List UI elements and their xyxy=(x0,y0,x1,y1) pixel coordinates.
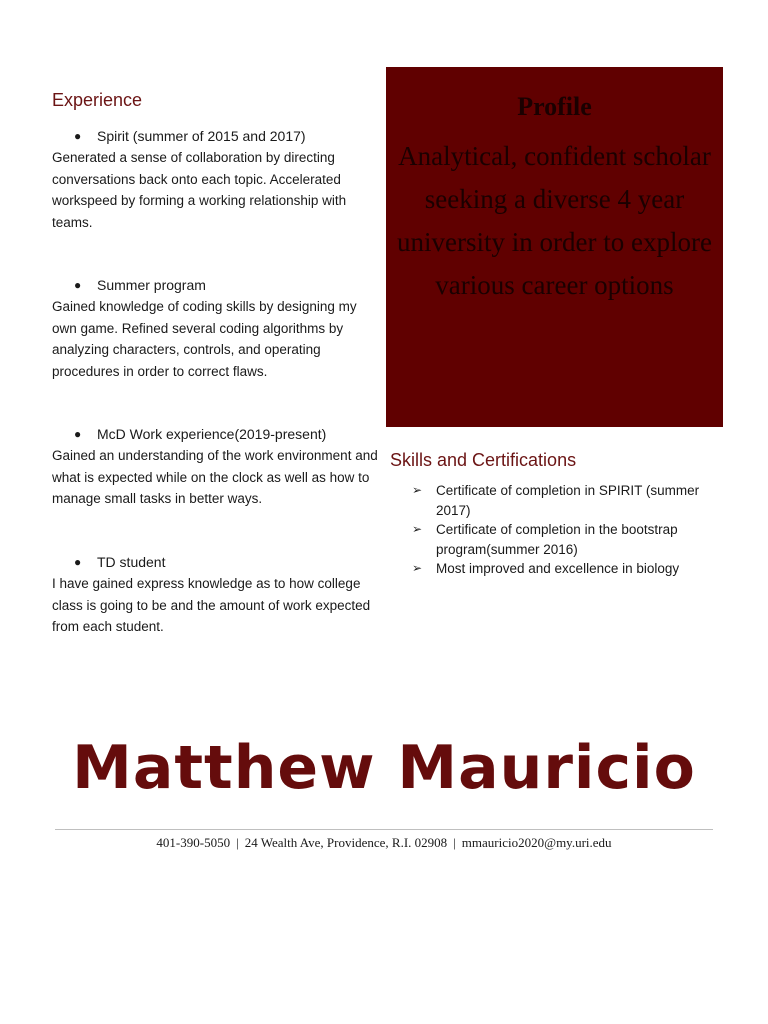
experience-item xyxy=(52,126,382,233)
experience-title: TD student xyxy=(97,554,166,570)
contact-separator: | xyxy=(236,835,239,850)
contact-phone: 401-390-5050 xyxy=(156,835,231,850)
profile-heading: Profile xyxy=(517,92,592,121)
bullet-dot-icon: ● xyxy=(74,555,82,569)
skill-item xyxy=(390,481,720,520)
experience-item xyxy=(52,552,382,638)
experience-title: Spirit (summer of 2015 and 2017) xyxy=(97,128,306,144)
experience-item xyxy=(52,424,382,510)
experience-description: I have gained express knowledge as to how college class is going to be and the amount of work expected from each student. xyxy=(52,576,371,634)
skill-text: Certificate of completion in SPIRIT (summer 2017) xyxy=(436,483,700,518)
divider-line xyxy=(55,829,713,830)
skill-item xyxy=(390,559,720,579)
experience-section xyxy=(52,90,382,634)
skill-text: Most improved and excellence in biology xyxy=(436,561,680,576)
skill-text: Certificate of completion in the bootstrap program(summer 2016) xyxy=(436,522,678,557)
experience-title: Summer program xyxy=(97,277,206,293)
experience-description: Gained knowledge of coding skills by designing my own game. Refined several coding algorithms by analyzing characters, controls, and operating procedures in order to correct flaws. xyxy=(52,299,357,379)
skills-list xyxy=(390,481,720,579)
arrow-bullet-icon: ➢ xyxy=(412,522,423,536)
profile-text: Analytical, confident scholar seeking a diverse 4 year university in order to explore various career options xyxy=(397,141,712,300)
skills-section xyxy=(390,450,720,579)
skills-heading: Skills and Certifications xyxy=(390,450,577,470)
bullet-dot-icon: ● xyxy=(74,278,82,292)
contact-email[interactable]: mmauricio2020@my.uri.edu xyxy=(461,835,612,850)
bullet-dot-icon: ● xyxy=(74,427,82,441)
experience-description: Gained an understanding of the work environment and what is expected while on the clock as well as how to manage small tasks in better ways. xyxy=(52,448,378,506)
experience-heading: Experience xyxy=(52,90,143,110)
candidate-name: Matthew Mauricio xyxy=(72,733,696,803)
arrow-bullet-icon: ➢ xyxy=(412,483,423,497)
contact-address: 24 Wealth Ave, Providence, R.I. 02908 xyxy=(244,835,448,850)
profile-box xyxy=(386,67,723,427)
skill-item xyxy=(390,520,720,559)
experience-description: Generated a sense of collaboration by directing conversations back onto each topic. Accelerated workspeed by forming a working relationship with teams. xyxy=(52,150,347,230)
contact-separator: | xyxy=(453,835,456,850)
contact-line xyxy=(0,835,768,851)
experience-title: McD Work experience(2019-present) xyxy=(97,426,327,442)
experience-item xyxy=(52,275,382,382)
bullet-dot-icon: ● xyxy=(74,129,82,143)
arrow-bullet-icon: ➢ xyxy=(412,561,423,575)
